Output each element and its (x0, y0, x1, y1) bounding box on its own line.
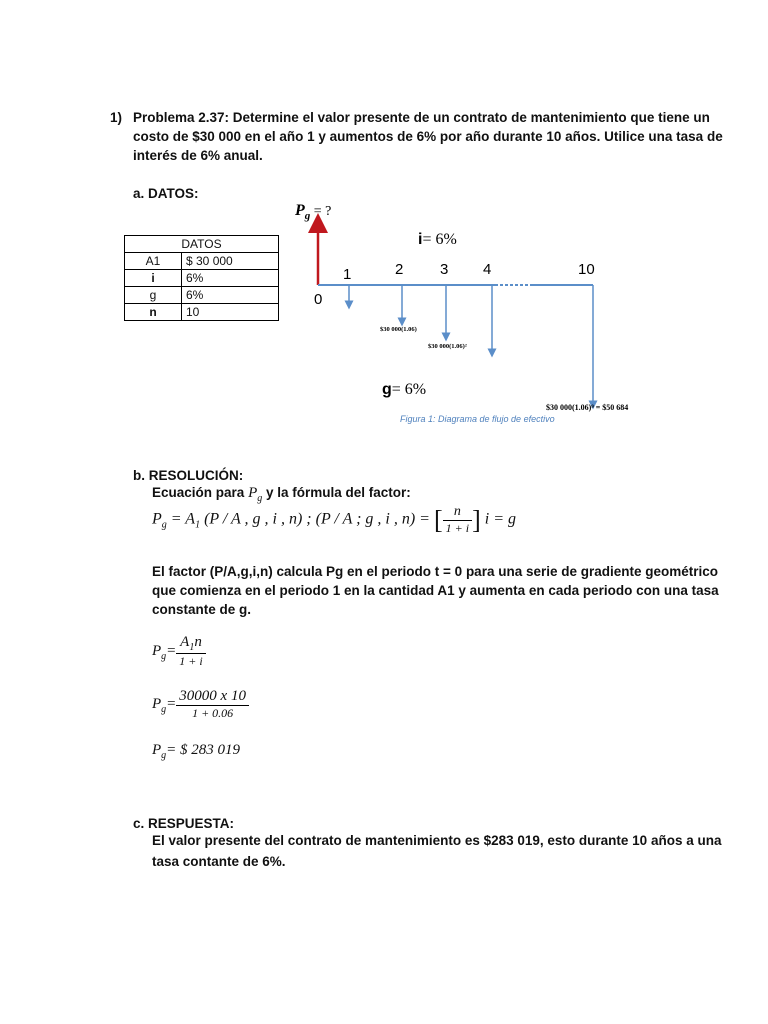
interest-label: i= 6% (418, 231, 457, 248)
answer-line-1: El valor presente del contrato de mantenimiento es $283 019, esto durante 10 años a una (152, 833, 722, 848)
table-value: 6% (182, 287, 279, 304)
period-label: 3 (440, 261, 449, 278)
table-value: 6% (182, 270, 279, 287)
equation-2: $P_g=$ $\frac{30000 x 10}{1 + 0.06}$ (152, 688, 249, 721)
datos-table-header: DATOS (125, 236, 279, 253)
table-key: i (125, 270, 182, 287)
section-b-heading: b. RESOLUCIÓN: (133, 468, 244, 483)
period-label: 1 (343, 266, 352, 283)
paragraph-line-3: constante de g. (152, 602, 252, 617)
cash-label-2: $30 000(1.06)² (428, 343, 467, 350)
period-label: 10 (578, 261, 595, 278)
section-a-heading: a. DATOS: (133, 186, 199, 201)
growth-label: g= 6% (382, 381, 427, 398)
equation-3: $P_g=$ $ 283 019 (152, 742, 241, 761)
table-row (125, 270, 279, 287)
equation-intro: Ecuación para $P_g$ y la fórmula del factor: (152, 485, 411, 504)
table-key: g (125, 287, 182, 304)
section-c-heading: c. RESPUESTA: (133, 816, 235, 831)
problem-line-3: interés de 6% anual. (133, 148, 263, 163)
answer-line-2: tasa contante de 6%. (152, 854, 286, 869)
figure-caption: Figura 1: Diagrama de flujo de efectivo (400, 414, 555, 424)
datos-table (124, 235, 279, 321)
paragraph-line-1: El factor (P/A,g,i,n) calcula Pg en el periodo t = 0 para una serie de gradiente geométrico (152, 564, 719, 579)
table-row (125, 287, 279, 304)
equation-1: $P_g=$ $\frac{A_1n}{1 + i}$ (152, 634, 206, 669)
table-row (125, 304, 279, 321)
period-zero: 0 (314, 291, 323, 308)
table-value: 10 (182, 304, 279, 321)
problem-number: 1) (110, 110, 123, 125)
cash-label-last: $30 000(1.06)⁹ = $50 684 (546, 403, 629, 412)
period-label: 2 (395, 261, 404, 278)
table-key: n (125, 304, 182, 321)
cash-label-1: $30 000(1.06) (380, 326, 417, 333)
problem-line-2: costo de $30 000 en el año 1 y aumentos de 6% por año durante 10 años. Utilice una tasa de (133, 129, 723, 144)
pg-label: $P_g$ = ? (295, 202, 332, 222)
table-value: $ 30 000 (182, 253, 279, 270)
cash-flow-diagram (280, 195, 680, 435)
paragraph-line-2: que comienza en el periodo 1 en la cantidad A1 y aumenta en cada periodo con una tasa (152, 583, 719, 598)
period-label: 4 (483, 261, 492, 278)
factor-formula: $P_g = A_1$ (P / A , g , i , n) ; (P / A ; g , i , n) = [ $\frac{n}{1 + i}$ ] i = g (152, 504, 516, 535)
table-row (125, 253, 279, 270)
problem-line-1: Problema 2.37: Determine el valor presente de un contrato de mantenimiento que tiene un (133, 110, 710, 125)
table-key: A1 (125, 253, 182, 270)
